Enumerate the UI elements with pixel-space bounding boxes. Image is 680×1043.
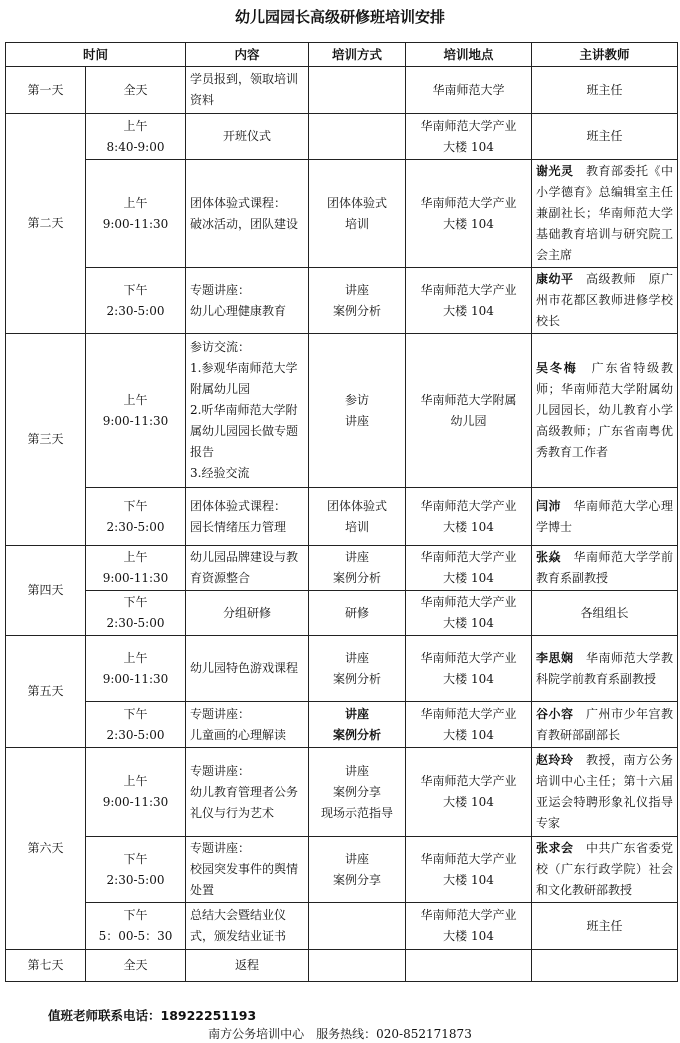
content-cell: 参访交流： 1.参观华南师范大学附属幼儿园 2.听华南师范大学附属幼儿园园长做专题报告 3.经验交流 xyxy=(186,334,309,488)
table-row xyxy=(6,837,678,903)
method-cell xyxy=(309,950,406,982)
teacher-bio: 教授，南方公务培训中心主任；第十六届亚运会特聘形象礼仪指导专家 xyxy=(536,753,674,830)
footer-hotline: 南方公务培训中心 服务热线：020-852171873 xyxy=(208,1027,472,1041)
teacher-bio: 华南师范大学学前教育系副教授 xyxy=(536,550,673,585)
content-cell: 总结大会暨结业仪式，颁发结业证书 xyxy=(186,903,309,950)
time-cell: 上午 9:00-11:30 xyxy=(86,636,186,702)
time-cell: 下午 2:30-5:00 xyxy=(86,591,186,636)
header-content: 内容 xyxy=(186,43,309,67)
content-cell: 学员报到，领取培训资料 xyxy=(186,67,309,114)
day-cell: 第一天 xyxy=(6,67,86,114)
content-cell: 幼儿园特色游戏课程 xyxy=(186,636,309,702)
table-row xyxy=(6,334,678,488)
page-title: 幼儿园园长高级研修班培训安排 xyxy=(234,8,445,26)
teacher-name: 赵玲玲 xyxy=(536,753,574,767)
table-row xyxy=(6,114,678,160)
teacher-cell xyxy=(532,702,678,748)
table-row xyxy=(6,903,678,950)
teacher-cell xyxy=(532,268,678,334)
content-cell: 开班仪式 xyxy=(186,114,309,160)
table-row xyxy=(6,950,678,982)
location-cell: 华南师范大学产业 大楼 104 xyxy=(406,903,532,950)
table-row xyxy=(6,591,678,636)
location-cell xyxy=(406,950,532,982)
method-cell: 讲座 案例分享 xyxy=(309,837,406,903)
location-cell: 华南师范大学产业 大楼 104 xyxy=(406,702,532,748)
time-cell: 上午 9:00-11:30 xyxy=(86,160,186,268)
teacher-bio: 广东省特级教师；华南师范大学附属幼儿园园长，幼儿教育小学高级教师；广东省南粤优秀教育工作者 xyxy=(536,361,674,459)
method-cell: 团体体验式 培训 xyxy=(309,488,406,546)
teacher-cell xyxy=(532,488,678,546)
location-cell: 华南师范大学产业 大楼 104 xyxy=(406,488,532,546)
content-cell: 专题讲座： 幼儿心理健康教育 xyxy=(186,268,309,334)
teacher-bio: 华南师范大学心理学博士 xyxy=(536,498,673,534)
day-cell: 第六天 xyxy=(6,748,86,950)
table-row xyxy=(6,546,678,591)
content-cell: 专题讲座： 校园突发事件的舆情处置 xyxy=(186,837,309,903)
method-cell xyxy=(309,114,406,160)
time-cell: 全天 xyxy=(86,950,186,982)
location-cell: 华南师范大学 xyxy=(406,67,532,114)
table-row xyxy=(6,268,678,334)
time-cell: 下午 2:30-5:00 xyxy=(86,837,186,903)
teacher-name: 李思娴 xyxy=(536,650,574,665)
content-cell: 团体体验式课程： 园长情绪压力管理 xyxy=(186,488,309,546)
teacher-cell: 班主任 xyxy=(532,67,678,114)
table-row xyxy=(6,488,678,546)
method-cell: 讲座 案例分析 xyxy=(309,268,406,334)
method-cell: 讲座 案例分析 xyxy=(309,546,406,591)
teacher-cell xyxy=(532,950,678,982)
teacher-cell xyxy=(532,546,678,591)
teacher-cell xyxy=(532,636,678,702)
time-cell: 上午 9:00-11:30 xyxy=(86,334,186,488)
location-cell: 华南师范大学附属 幼儿园 xyxy=(406,334,532,488)
location-cell: 华南师范大学产业 大楼 104 xyxy=(406,748,532,837)
time-cell: 全天 xyxy=(86,67,186,114)
header-method: 培训方式 xyxy=(309,43,406,67)
time-cell: 下午 2:30-5:00 xyxy=(86,702,186,748)
method-cell: 讲座 案例分析 xyxy=(309,636,406,702)
teacher-cell xyxy=(532,160,678,268)
teacher-bio: 广州市少年宫教育教研部副部长 xyxy=(536,706,673,742)
time-cell: 下午 2:30-5:00 xyxy=(86,488,186,546)
header-location: 培训地点 xyxy=(406,43,532,67)
time-cell: 下午 5：00-5：30 xyxy=(86,903,186,950)
teacher-cell: 班主任 xyxy=(532,114,678,160)
content-cell: 团体体验式课程： 破冰活动，团队建设 xyxy=(186,160,309,268)
teacher-cell xyxy=(532,837,678,903)
method-cell xyxy=(309,903,406,950)
teacher-name: 闫沛 xyxy=(536,498,562,513)
content-cell: 幼儿园品牌建设与教育资源整合 xyxy=(186,546,309,591)
time-cell: 上午 9:00-11:30 xyxy=(86,748,186,837)
method-cell: 讲座 案例分享 现场示范指导 xyxy=(309,748,406,837)
location-cell: 华南师范大学产业 大楼 104 xyxy=(406,591,532,636)
content-cell: 专题讲座： 儿童画的心理解读 xyxy=(186,702,309,748)
teacher-bio: 华南师范大学教科院学前教育系副教授 xyxy=(536,650,673,686)
method-cell: 讲座 案例分析 xyxy=(309,702,406,748)
teacher-name: 张求会 xyxy=(536,841,574,855)
teacher-bio: 教育部委托《中小学德育》总编辑室主任兼副社长；华南师范大学基础教育培训与研究院工会主席 xyxy=(536,164,674,262)
teacher-cell: 各组组长 xyxy=(532,591,678,636)
header-teacher: 主讲教师 xyxy=(532,43,678,67)
location-cell: 华南师范大学产业 大楼 104 xyxy=(406,546,532,591)
content-cell: 分组研修 xyxy=(186,591,309,636)
teacher-name: 谷小容 xyxy=(536,706,574,721)
schedule-table xyxy=(5,42,678,982)
method-cell: 团体体验式 培训 xyxy=(309,160,406,268)
method-cell: 研修 xyxy=(309,591,406,636)
location-cell: 华南师范大学产业 大楼 104 xyxy=(406,268,532,334)
day-cell: 第五天 xyxy=(6,636,86,748)
teacher-cell: 班主任 xyxy=(532,903,678,950)
method-cell xyxy=(309,67,406,114)
location-cell: 华南师范大学产业 大楼 104 xyxy=(406,837,532,903)
day-cell: 第三天 xyxy=(6,334,86,546)
teacher-name: 谢光灵 xyxy=(536,164,574,178)
day-cell: 第四天 xyxy=(6,546,86,636)
teacher-cell xyxy=(532,334,678,488)
table-row xyxy=(6,748,678,837)
time-cell: 下午 2:30-5:00 xyxy=(86,268,186,334)
location-cell: 华南师范大学产业 大楼 104 xyxy=(406,114,532,160)
teacher-name: 康幼平 xyxy=(536,272,574,286)
location-cell: 华南师范大学产业 大楼 104 xyxy=(406,160,532,268)
teacher-cell xyxy=(532,748,678,837)
header-row xyxy=(6,43,678,67)
content-cell: 专题讲座： 幼儿教育管理者公务礼仪与行为艺术 xyxy=(186,748,309,837)
table-row xyxy=(6,702,678,748)
header-time: 时间 xyxy=(6,43,186,67)
content-cell: 返程 xyxy=(186,950,309,982)
day-cell: 第七天 xyxy=(6,950,86,982)
teacher-bio: 高级教师 原广州市花都区教师进修学校校长 xyxy=(536,272,674,328)
teacher-bio: 中共广东省委党校（广东行政学院）社会和文化教研部教授 xyxy=(536,841,674,897)
contact-phone: 值班老师联系电话：18922251193 xyxy=(48,1008,257,1023)
table-row xyxy=(6,160,678,268)
table-row xyxy=(6,636,678,702)
day-cell: 第二天 xyxy=(6,114,86,334)
time-cell: 上午 9:00-11:30 xyxy=(86,546,186,591)
method-cell: 参访 讲座 xyxy=(309,334,406,488)
teacher-name: 吴冬梅 xyxy=(536,361,578,375)
teacher-name: 张焱 xyxy=(536,550,562,564)
location-cell: 华南师范大学产业 大楼 104 xyxy=(406,636,532,702)
time-cell: 上午 8:40-9:00 xyxy=(86,114,186,160)
table-row xyxy=(6,67,678,114)
